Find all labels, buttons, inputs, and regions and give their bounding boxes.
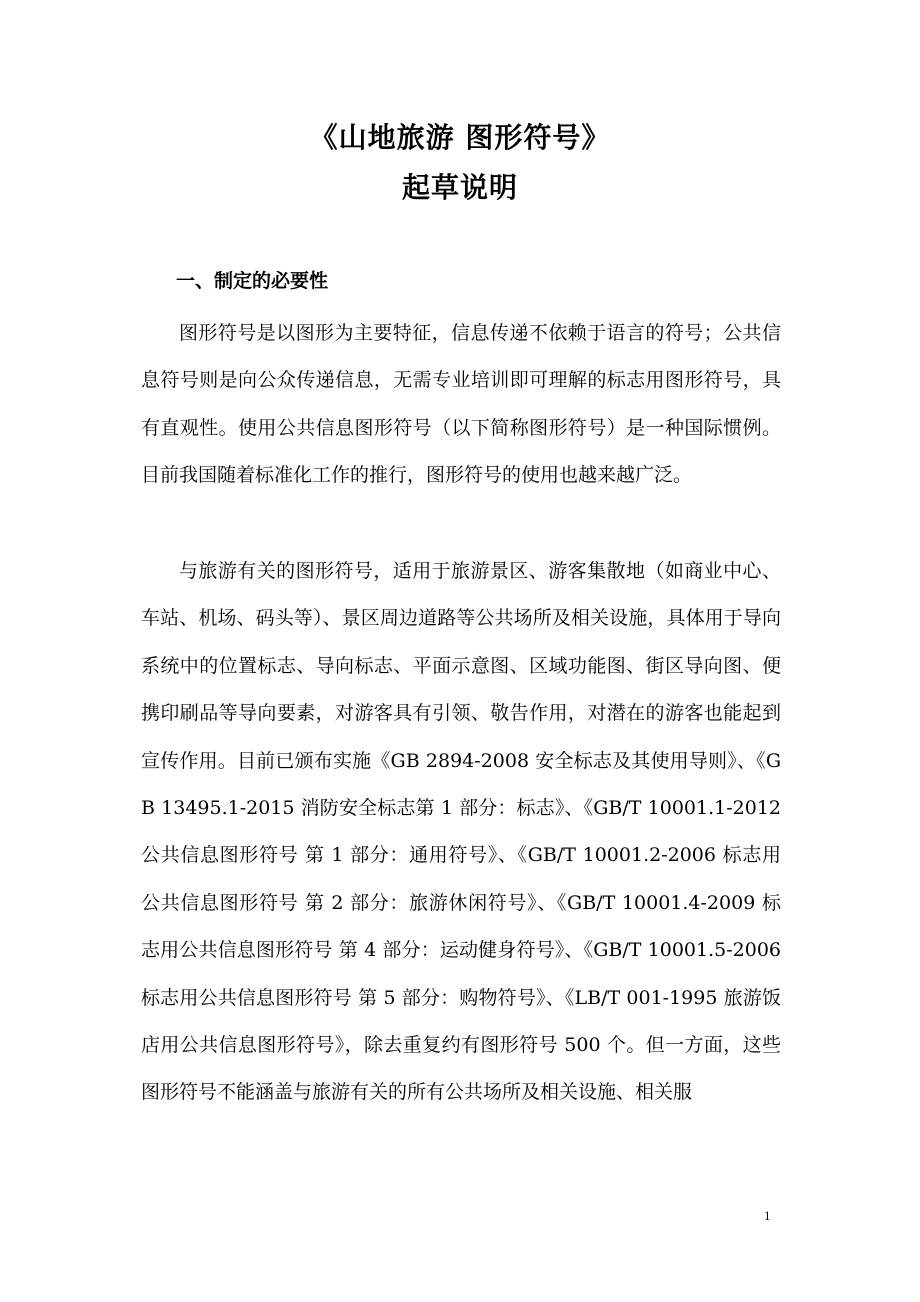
paragraph-1: 图形符号是以图形为主要特征，信息传递不依赖于语言的符号；公共信息符号则是向公众传递信息，无需专业培训即可理解的标志用图形符号，具有直观性。使用公共信息图形符号（以下简称图形符号）是一种国际惯例。目前我国随着标准化工作的推行，图形符号的使用也越来越广泛。 xyxy=(141,322,781,487)
document-subtitle: 起草说明 xyxy=(401,171,518,204)
section-heading: 一、制定的必要性 xyxy=(176,270,329,292)
paragraph-2: 与旅游有关的图形符号，适用于旅游景区、游客集散地（如商业中心、车站、机场、码头等）、景区周边道路等公共场所及相关设施，具体用于导向系统中的位置标志、导向标志、平面示意图、区域功能图、街区导向图、便携印刷品等导向要素，对游客具有引领、敬告作用，对潜在的游客也能起到宣传作用。目前已颁布实施《GB 2894-2008 安全标志及其使用导则》、《GB 13495.1-2015 消防安全标志第 1 部分：标志》、《GB/T 10001.1-2012 公共信息图形符号 第 1 部分：通用符号》、《GB/T 10001.2-2006 标志用公共信息图形符号 第 2 部分：旅游休闲符号》、《GB/T 10001.4-2009 标志用公共信息图形符号 第 4 部分：运动健身符号》、《GB/T 10001.5-2006 标志用公共信息图形符号 第 5 部分：购物符号》、《LB/T 001-1995 旅游饭店用公共信息图形符号》，除去重复约有图形符号 500 个。但一方面，这些图形符号不能涵盖与旅游有关的所有公共场所及相关设施、相关服 xyxy=(141,560,781,1104)
document-title: 《山地旅游 图形符号》 xyxy=(309,121,611,154)
page-number: 1 xyxy=(764,1208,771,1223)
